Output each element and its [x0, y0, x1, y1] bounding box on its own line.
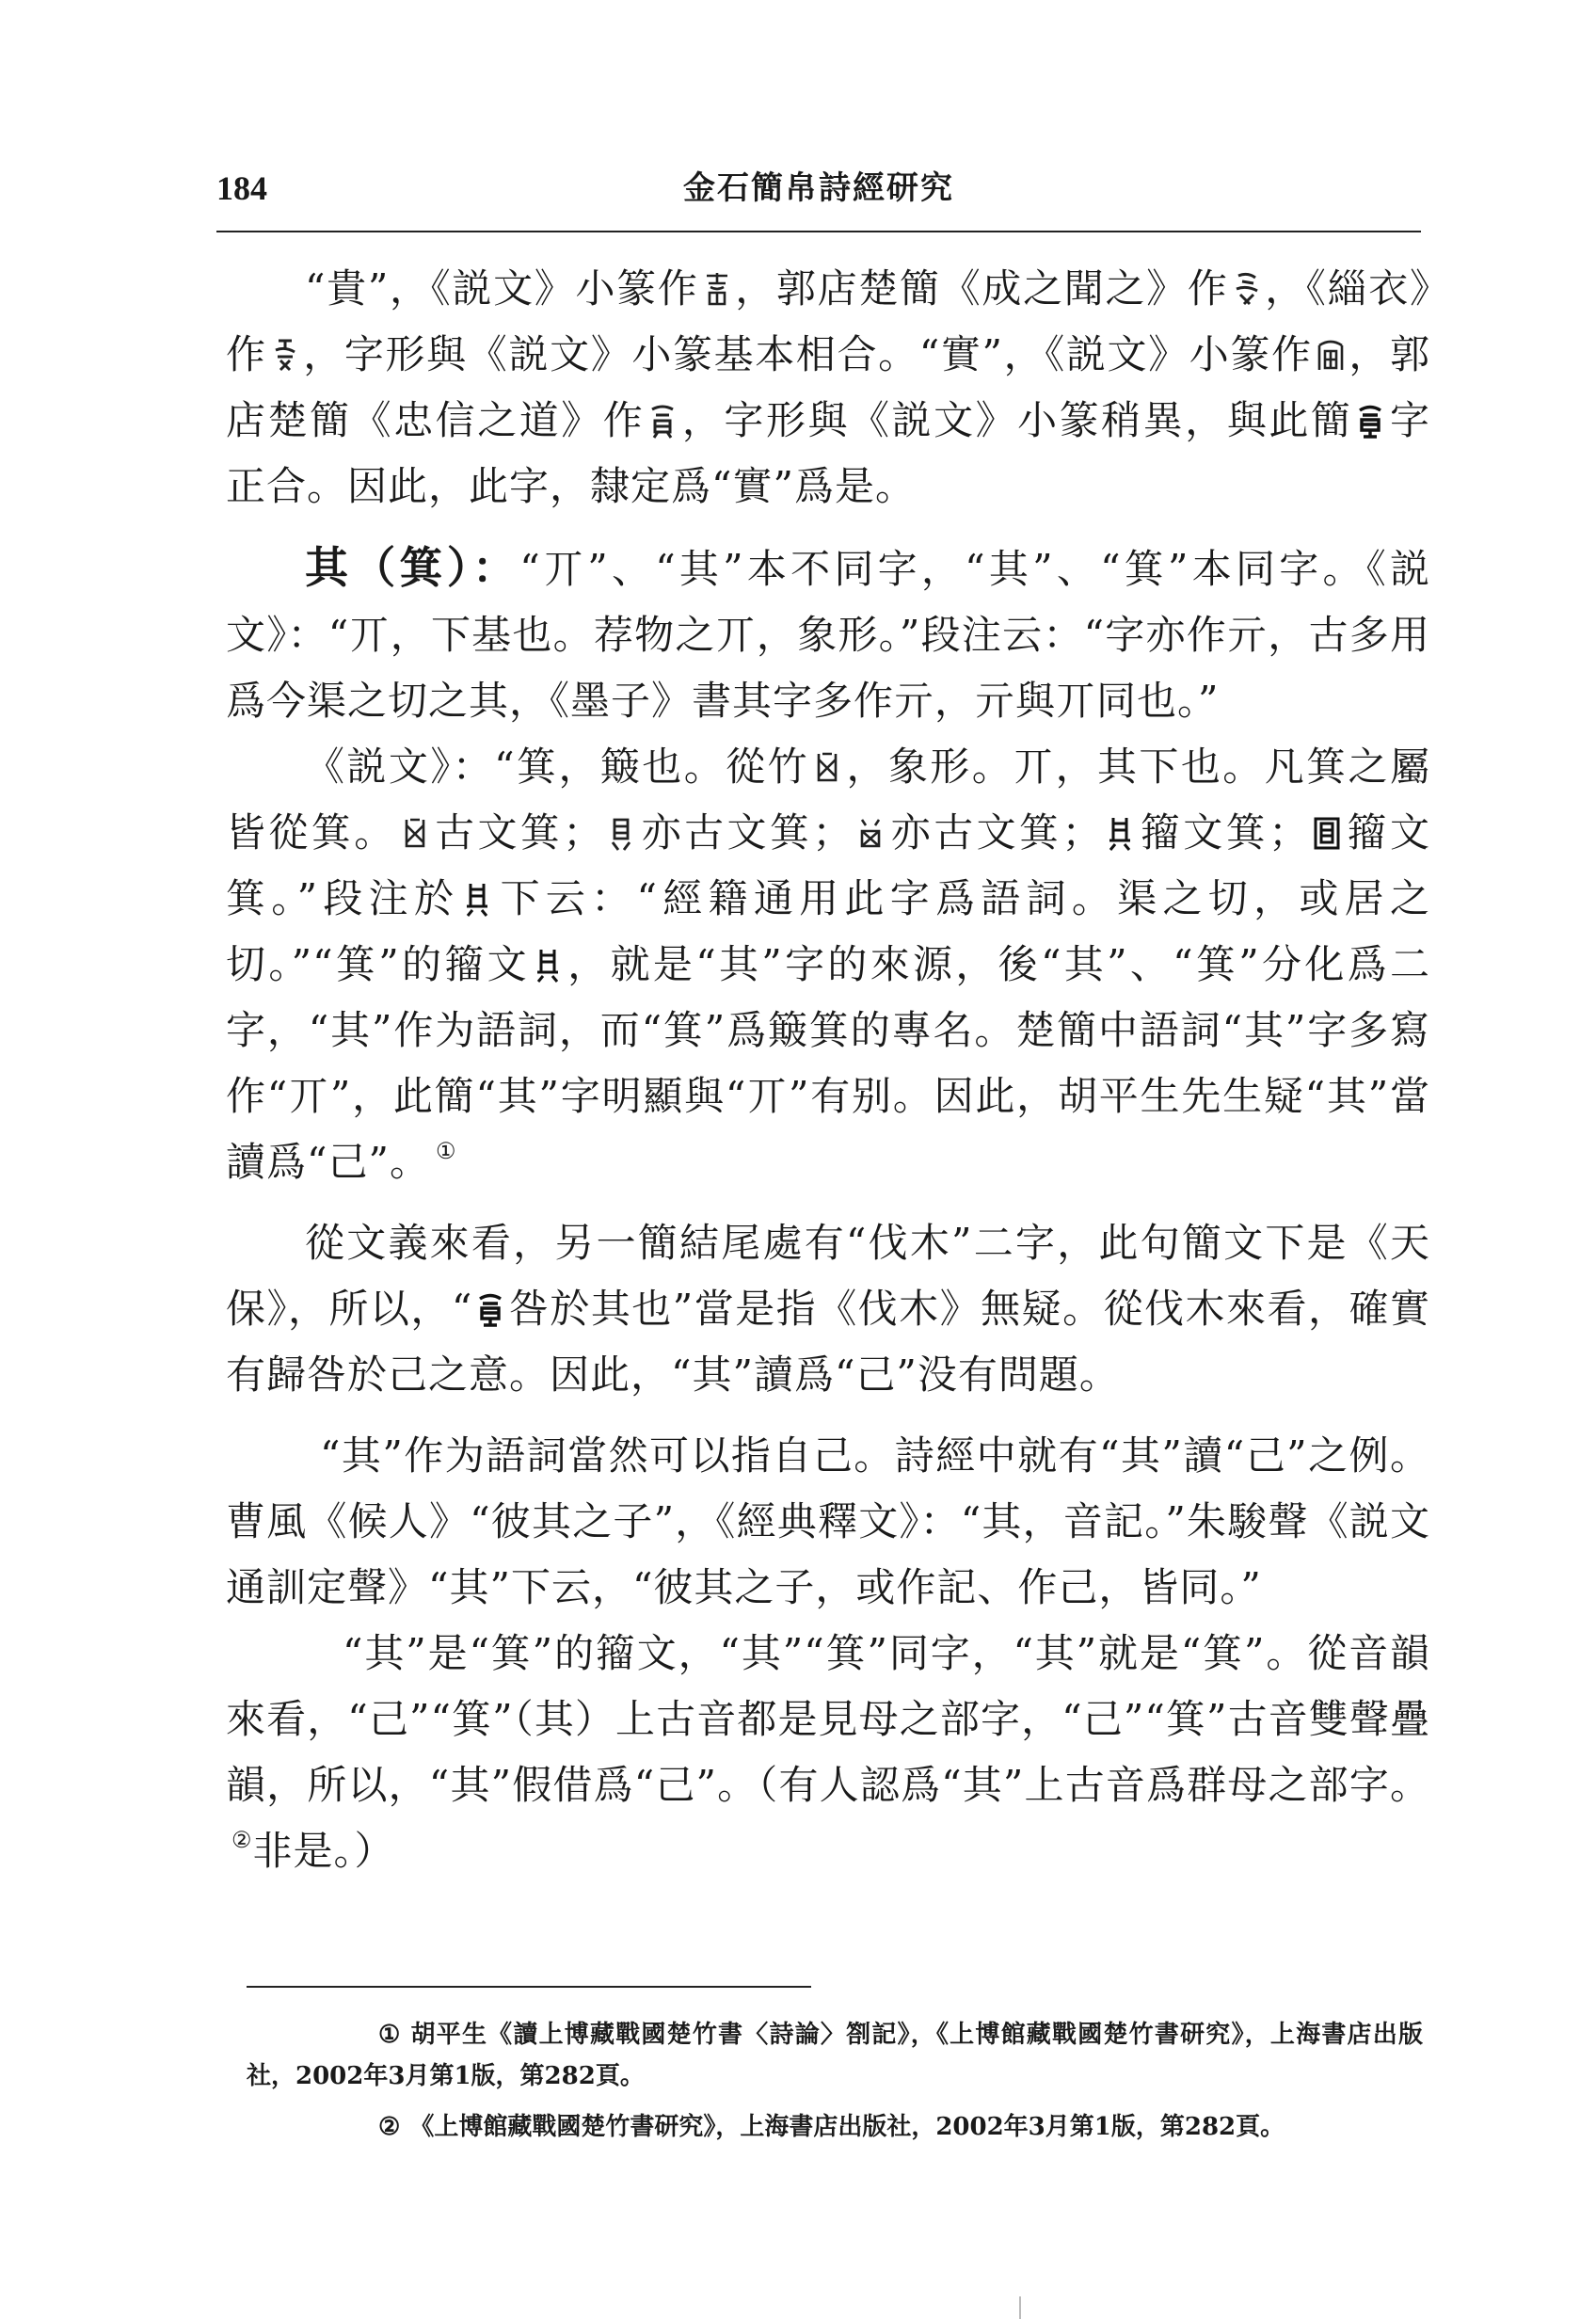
paragraph-1-text-7: 字正合。因此，此字，隸定爲“實”爲是。: [226, 397, 1430, 509]
body-text: [226, 256, 1430, 1884]
header-rule: [216, 231, 1421, 232]
ji-ancient-icon: [399, 814, 431, 852]
seal-script-gui-icon: [701, 270, 733, 308]
paragraph-3-text-7: 籀文箕。”段注於: [226, 809, 1430, 921]
paragraph-1-text-3: ，《緇衣》作: [226, 265, 1430, 377]
footnote-ref-1[interactable]: ①: [435, 1138, 457, 1164]
footnote-2-text: 《上博館藏戰國楚竹書研究》，上海書店出版社，2002年3月第1版，第282頁。: [409, 2113, 1285, 2141]
paragraph-5-text: “其”作为語詞當然可以指自己。詩經中就有“其”讀“己”之例。曹風《候人》“彼其之子”，《經典釋文》：“其，音記。”朱駿聲《説文通訓定聲》“其”下云，“彼其之子，或作記、作己，皆同。”: [226, 1432, 1430, 1610]
ji-zhouwen-variant-icon: [1311, 814, 1343, 852]
paragraph-3-text-3: 古文箕；: [432, 809, 604, 856]
page-header: [216, 168, 1421, 224]
paragraph-1-text-4: ，字形與《説文》小篆基本相合。“實”，《説文》小篆作: [302, 331, 1313, 377]
footnote-1: [247, 2014, 1423, 2097]
page-number: 184: [216, 169, 267, 207]
chu-slip-gui-icon: [1231, 270, 1263, 308]
entry-term: 其（箕）：: [305, 542, 520, 593]
paragraph-3-text-9: ，就是“其”字的來源，後“其”、“箕”分化爲二字，“其”作为語詞，而“箕”爲簸箕的專名。楚簡中語詞“其”字多寫作“丌”，此簡“其”字明顯與“丌”有别。因此，胡平生先生疑“其”當讀爲“己”。: [226, 941, 1430, 1185]
paragraph-6-text-2: 非是。）: [252, 1828, 395, 1874]
running-title: 金石簡帛詩經研究: [683, 169, 954, 207]
paragraph-1: [226, 256, 1430, 520]
paragraph-3: [226, 734, 1430, 1195]
paragraph-1-text-2: ，郭店楚簡《成之聞之》作: [734, 265, 1229, 312]
footnote-2: [247, 2106, 1423, 2148]
paragraph-4: [226, 1210, 1430, 1408]
paragraph-1-text-5: ，郭店楚簡《忠信之道》作: [226, 331, 1430, 443]
footnote-1-marker: ①: [378, 2021, 401, 2049]
ji-ancient-variant-icon: [605, 814, 637, 852]
paragraph-2: [226, 535, 1430, 734]
paragraph-4-text-1: 從文義來看，另一簡結尾處有“伐木”二字，此句簡文下是《天保》，所以，“: [226, 1220, 1430, 1332]
ji-ancient-variant2-icon: [854, 814, 886, 852]
ji-zhouwen-icon: [461, 880, 493, 918]
paragraph-3-text-6: 籀文箕；: [1138, 809, 1310, 856]
ji-zhouwen-icon: [532, 946, 564, 984]
slip-character-icon: [1354, 402, 1386, 440]
paragraph-4-text-2: 咎於其也”當是指《伐木》無疑。從伐木來看，確實有歸咎於己之意。因此，“其”讀爲“己”没有問題。: [226, 1286, 1430, 1398]
paragraph-3-text-1: 《説文》：“箕，簸也。從竹: [305, 744, 810, 790]
paragraph-3-text-2: ，象形。丌，其下也。凡箕之屬皆從箕。: [226, 744, 1430, 856]
paragraph-3-text-5: 亦古文箕；: [888, 809, 1103, 856]
footnote-rule: [247, 1986, 811, 1988]
footnote-2-marker: ②: [378, 2113, 401, 2141]
paragraph-6: [226, 1621, 1430, 1884]
ji-ancient-icon: [811, 748, 843, 786]
paragraph-3-text-8: 下云：“經籍通用此字爲語詞。渠之切，或居之切。”“箕”的籀文: [226, 875, 1430, 987]
zhongxin-shi-icon: [646, 402, 678, 440]
paragraph-1-text-1: “貴”，《説文》小篆作: [305, 265, 699, 312]
ji-zhouwen-icon: [1104, 814, 1136, 852]
paragraph-1-text-6: ，字形與《説文》小篆稍異，與此簡: [680, 397, 1353, 443]
footnotes: [247, 2014, 1423, 2148]
slip-character-icon: [474, 1290, 506, 1328]
paragraph-5: [226, 1423, 1430, 1621]
seal-script-shi-icon: [1315, 336, 1347, 374]
paragraph-3-text-4: 亦古文箕；: [639, 809, 854, 856]
paragraph-6-text-1: “其”是“箕”的籀文，“其”“箕”同字，“其”就是“箕”。從音韻來看，“己”“箕”（其）上古音都是見母之部字，“己”“箕”古音雙聲疊韻，所以，“其”假借爲“己”。（有人認爲“其”上古音爲群母之部字。: [226, 1630, 1430, 1808]
zi-yi-gui-icon: [269, 336, 301, 374]
footnote-ref-2[interactable]: ②: [231, 1827, 253, 1853]
footnote-1-text: 胡平生《讀上博藏戰國楚竹書〈詩論〉劄記》，《上博館藏戰國楚竹書研究》，上海書店出版社，2002年3月第1版，第282頁。: [247, 2021, 1423, 2090]
scan-artifact: [1019, 2296, 1021, 2319]
paragraph-2-text: “丌”、“其”本不同字，“其”、“箕”本同字。《説文》：“丌，下基也。荐物之丌，象形。”段注云：“字亦作亓，古多用爲今渠之切之其，《墨子》書其字多作亓，亓與丌同也。”: [226, 546, 1430, 724]
